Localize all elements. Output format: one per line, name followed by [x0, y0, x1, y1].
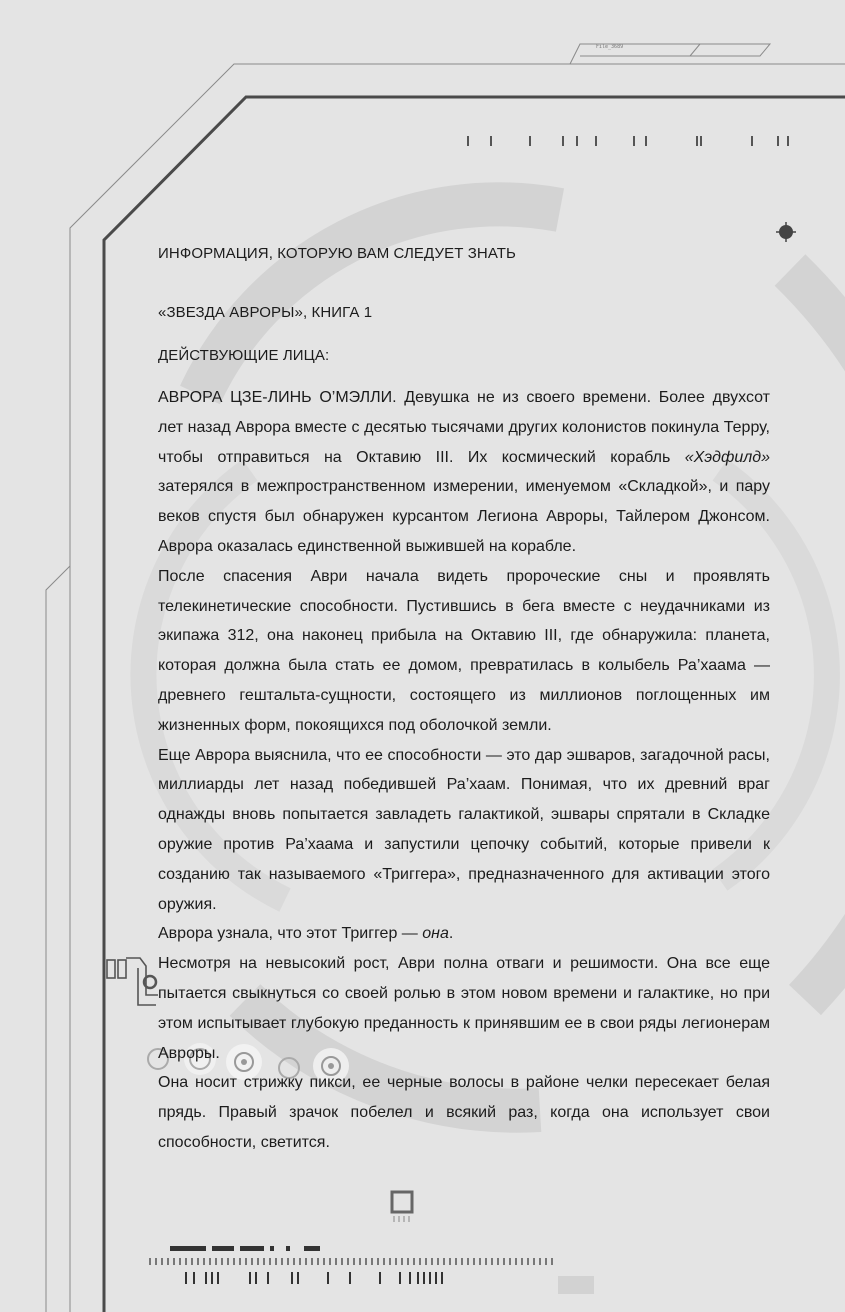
bottom-barcode — [170, 1246, 320, 1251]
emphasis: она — [422, 925, 449, 943]
paragraph-rescue: После спасения Аври начала видеть пророческие сны и проявлять телекинетические способности. Пустившись в бега вместе с неудачниками из экипажа 312, она наконец прибыла на Октавию III, где обнаружила: планета, которая должна была стать ее домом, превратилась в колыбель Ра’хаама — древнего гештальта-сущности, состоящего из миллионов поглощенных им жизненных форм, покоящихся под оболочкой земли. — [158, 567, 770, 734]
section-title: ИНФОРМАЦИЯ, КОТОРУЮ ВАМ СЛЕДУЕТ ЗНАТЬ — [158, 245, 516, 262]
paragraph-character: Несмотря на невысокий рост, Аври полна отваги и решимости. Она все еще пытается свыкнуться со своей ролью в этом новом времени и галактике, но при этом испытывает глубокую преданность к принявшим ее в свои ряды легионерам Авроры. — [158, 955, 770, 1062]
paragraph-text: затерялся в межпространственном измерении, именуемом «Складкой», и пару веков спустя был обнаружен курсантом Легиона Авроры, Тайлером Джонсом. Аврора оказалась единственной выжившей на корабле. — [158, 478, 770, 555]
file-tag: File_3689 — [596, 44, 624, 50]
paragraph-aurora — [158, 383, 770, 562]
left-gadget-icon — [107, 958, 158, 1005]
body-text — [158, 383, 770, 1158]
target-dot-icon — [776, 222, 796, 242]
paragraph-text: АВРОРА ЦЗЕ-ЛИНЬ О’МЭЛЛИ. Девушка не из своего времени. Более двухсот лет назад Аврора вместе с десятью тысячами других колонистов покинула Терру, чтобы отправиться на Октавию III. Их космический корабль — [158, 389, 770, 466]
paragraph-trigger — [158, 919, 770, 949]
cast-heading: ДЕЙСТВУЮЩИЕ ЛИЦА: — [158, 347, 330, 364]
paragraph-eshvar: Еще Аврора выяснила, что ее способности — это дар эшваров, загадочной расы, миллиарды лет назад победившей Ра’хаам. Понимая, что их древний враг однажды вновь попытается завладеть галактикой, эшвары спрятали в Складке оружие против Ра’хаама и запустили цепочку событий, которые привели к созданию так называемого «Триггера», предназначенного для активации этого оружия. — [158, 746, 770, 913]
bottom-tick-row — [150, 1258, 552, 1265]
book-title: «ЗВЕЗДА АВРОРЫ», КНИГА 1 — [158, 304, 373, 321]
paragraph-appearance: Она носит стрижку пикси, ее черные волосы в районе челки пересекает белая прядь. Правый зрачок побелел и всякий раз, когда она использует свои способности, светится. — [158, 1074, 770, 1151]
paragraph-text: . — [448, 925, 454, 943]
paragraph-text: Аврора узнала, что этот Триггер — — [158, 925, 423, 943]
square-chip-icon — [392, 1192, 412, 1222]
top-ticks — [468, 136, 788, 146]
ship-name: «Хэдфилд» — [684, 448, 770, 466]
bottom-bars — [186, 1272, 442, 1284]
bottom-block — [558, 1276, 594, 1294]
